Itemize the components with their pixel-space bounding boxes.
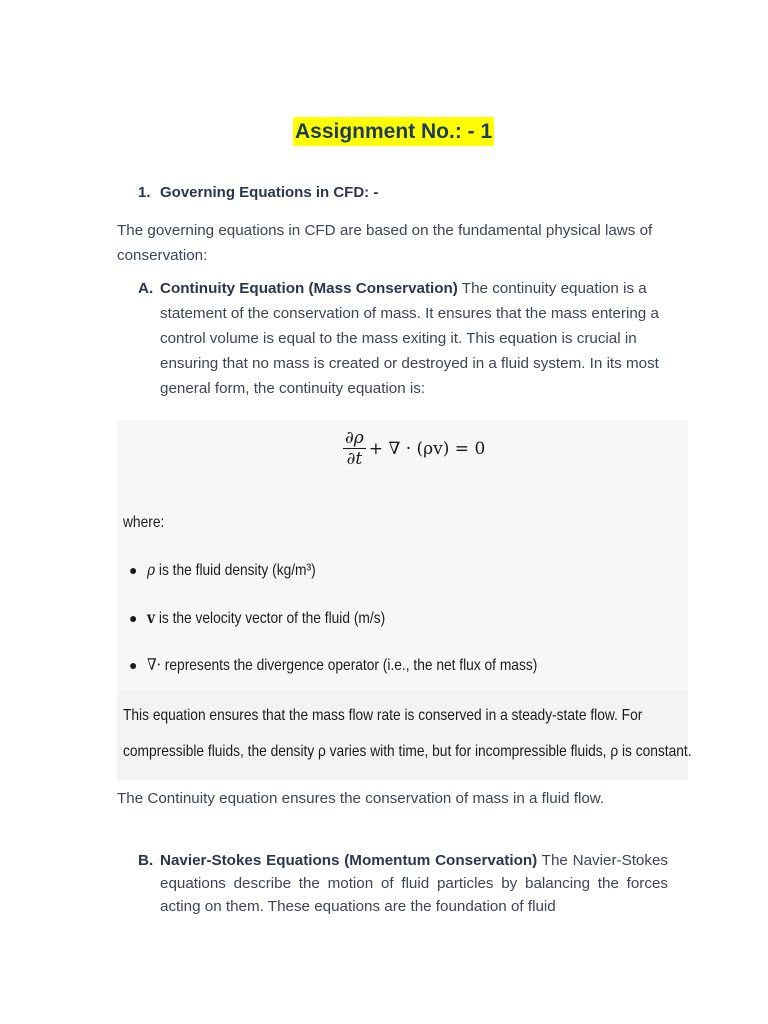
bullet-density: ρ is the fluid density (kg/m³)	[147, 560, 316, 579]
figure-text-line-1: This equation ensures that the mass flow rate is conserved in a steady-state flow. For	[123, 707, 643, 724]
bullet-velocity: v is the velocity vector of the fluid (m/s)	[147, 608, 386, 627]
section-b-label: B.	[138, 852, 154, 869]
where-label: where:	[123, 514, 165, 531]
section-a-body: The continuity equation is a statement of the conservation of mass. It ensures that the mass entering a control volume is equal to the mass exiting it. This equation is crucial in ensuring that no mass is created or destroyed in a fluid system. In its most general form, the continuity equation is:	[160, 280, 659, 397]
equation-denominator: ∂t	[346, 449, 363, 469]
section-1-heading	[138, 184, 378, 201]
section-b-heading: Navier-Stokes Equations (Momentum Conservation)	[160, 852, 538, 869]
section-b-paragraph	[160, 849, 668, 918]
section-a-label: A.	[138, 280, 154, 297]
section-1-intro: The governing equations in CFD are based on the fundamental physical laws of conservation:	[117, 222, 653, 264]
equation-fraction	[343, 428, 366, 469]
section-a-paragraph	[160, 276, 692, 401]
bullet-dot-icon: ●	[129, 562, 138, 578]
bullet-dot-icon: ●	[129, 657, 138, 673]
section-a-heading: Continuity Equation (Mass Conservation)	[160, 280, 458, 297]
section-b-body: The Navier-Stokes equations describe the motion of fluid particles by balancing the forces acting on them. These equations are the foundation of fluid	[160, 852, 668, 915]
section-1-number: 1.	[138, 184, 151, 201]
equation-numerator: ∂ρ	[345, 428, 364, 448]
continuity-conclusion: The Continuity equation ensures the conservation of mass in a fluid flow.	[117, 790, 605, 807]
equation-rest: + ∇ · (ρv) = 0	[368, 438, 486, 459]
continuity-equation	[343, 428, 485, 469]
bullet-divergence: ∇· represents the divergence operator (i.e., the net flux of mass)	[147, 655, 538, 674]
page-title: Assignment No.: - 1	[293, 117, 494, 146]
figure-text-line-2: compressible fluids, the density ρ varies with time, but for incompressible fluids, ρ is constant.	[123, 743, 692, 760]
section-1-title: Governing Equations in CFD: -	[160, 184, 379, 201]
bullet-dot-icon: ●	[129, 610, 138, 626]
equation-figure-footer	[117, 690, 688, 780]
